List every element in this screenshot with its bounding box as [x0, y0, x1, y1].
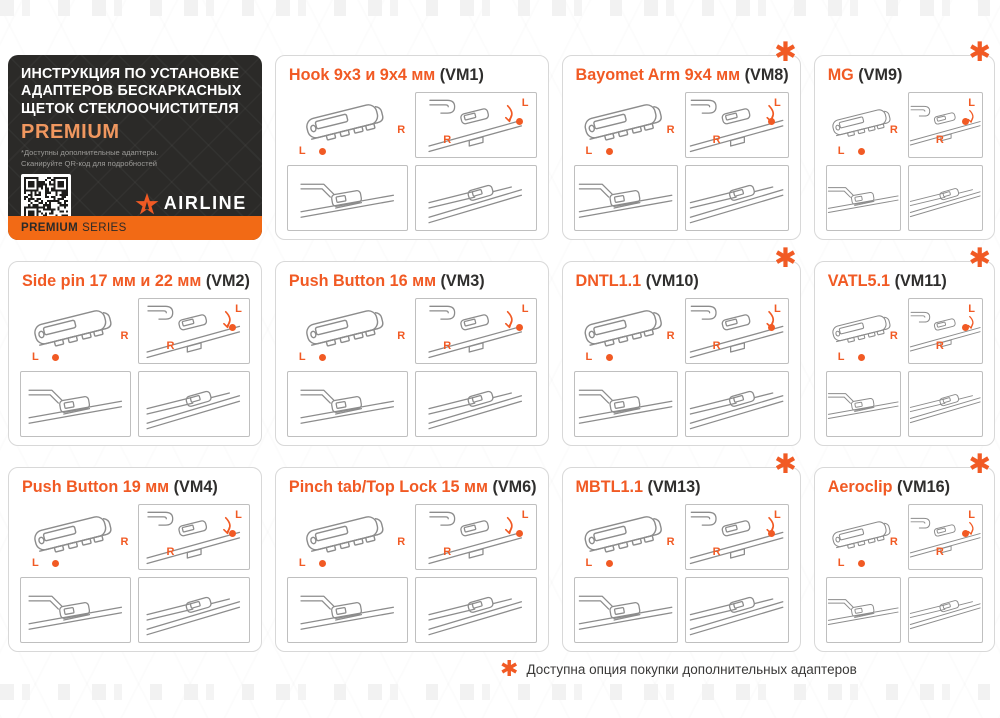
left-marker-dot [229, 324, 236, 331]
left-marker-dot [516, 530, 523, 537]
adapter-card-vm16 [814, 449, 995, 652]
installed-blade-drawing [685, 577, 789, 643]
instruction-panels [826, 92, 983, 231]
instruction-title-line3: ЩЕТОК СТЕКЛООЧИСТИТЕЛЯ [21, 100, 239, 117]
installed-blade-drawing [415, 165, 536, 231]
adapter-card-vm8 [562, 37, 801, 240]
installed-blade-drawing [908, 371, 983, 437]
adapter-card-title [828, 478, 983, 497]
left-side-label: L [521, 509, 529, 521]
arm-attachment-drawing [685, 504, 789, 570]
left-side-label: L [298, 145, 306, 157]
adapter-name: VATL5.1 [827, 272, 895, 290]
left-marker-dot [319, 354, 326, 361]
asterisk-badge: ✱ [968, 449, 991, 479]
left-side-label: L [837, 145, 845, 157]
top-watermark-pattern [0, 0, 1000, 16]
footnote [500, 658, 857, 680]
left-marker-dot [606, 354, 613, 361]
left-marker-dot [768, 530, 775, 537]
right-side-label: R [889, 536, 898, 548]
adapter-card-vm10 [562, 243, 801, 446]
left-side-label: L [32, 557, 39, 569]
adapter-card-vm11 [814, 243, 995, 446]
mounting-step-drawing [287, 371, 408, 437]
mounting-step-drawing [826, 165, 901, 231]
left-side-label: L [298, 557, 306, 569]
right-side-label: R [120, 536, 129, 548]
adapter-name: MBTL1.1 [575, 478, 648, 496]
left-side-label: L [235, 509, 242, 521]
adapter-card-title [289, 478, 537, 497]
right-side-label: R [712, 134, 721, 146]
left-marker-dot [606, 560, 613, 567]
right-side-label: R [666, 330, 675, 342]
installed-blade-drawing [908, 165, 983, 231]
adapter-card-vm3 [275, 261, 549, 446]
premium-subtitle: PREMIUM [21, 121, 120, 144]
left-marker-dot [516, 324, 523, 331]
left-side-label: L [773, 509, 781, 521]
left-side-label: L [968, 509, 975, 521]
instruction-panels [574, 504, 789, 643]
left-marker-dot [606, 148, 613, 155]
installed-blade-drawing [685, 371, 789, 437]
adapter-overview-drawing [20, 298, 131, 364]
instruction-panels [574, 92, 789, 231]
adapter-code: (VM6) [492, 478, 537, 496]
adapter-card-title [289, 272, 537, 291]
installed-blade-drawing [138, 371, 249, 437]
left-side-label: L [585, 557, 593, 569]
adapter-card-title [576, 66, 789, 85]
adapter-code: (VM3) [440, 272, 485, 290]
adapter-name: Aeroclip [827, 478, 897, 496]
right-side-label: R [166, 340, 175, 352]
left-side-label: L [521, 97, 529, 109]
right-side-label: R [712, 340, 721, 352]
left-side-label: L [968, 97, 975, 109]
adapter-overview-drawing [574, 504, 678, 570]
adapter-name: MG [827, 66, 859, 84]
mounting-step-drawing [574, 577, 678, 643]
adapter-name: DNTL1.1 [575, 272, 646, 290]
adapter-code: (VM13) [647, 478, 701, 496]
adapter-overview-drawing [574, 92, 678, 158]
left-marker-dot [229, 530, 236, 537]
left-marker-dot [768, 118, 775, 125]
instruction-title-line1: ИНСТРУКЦИЯ ПО УСТАНОВКЕ [21, 66, 240, 82]
right-side-label: R [120, 330, 129, 342]
right-side-label: R [889, 330, 898, 342]
airline-star-icon [135, 192, 159, 216]
adapter-name: Bayomet Arm 9x4 мм [575, 66, 745, 84]
adapter-code: (VM1) [439, 66, 484, 84]
adapter-name: Hook 9x3 и 9x4 мм [288, 66, 440, 84]
instruction-panels [20, 504, 250, 643]
asterisk-badge: ✱ [968, 37, 991, 67]
left-marker-dot [962, 530, 969, 537]
adapter-card-vm2 [8, 261, 262, 446]
instruction-title [21, 66, 249, 118]
adapter-card-vm6 [275, 467, 549, 652]
adapter-card-vm1 [275, 55, 549, 240]
arm-attachment-drawing [685, 298, 789, 364]
right-side-label: R [443, 134, 452, 146]
adapter-code: (VM11) [894, 272, 947, 290]
left-side-label: L [773, 97, 781, 109]
adapter-name: Pinch tab/Top Lock 15 мм [288, 478, 493, 496]
mounting-step-drawing [287, 577, 408, 643]
adapter-overview-drawing [826, 504, 901, 570]
arm-attachment-drawing [415, 92, 536, 158]
right-side-label: R [397, 536, 406, 548]
left-marker-dot [319, 148, 326, 155]
adapter-card-title [576, 478, 789, 497]
instruction-panels [20, 298, 250, 437]
asterisk-badge: ✱ [968, 243, 991, 273]
premium-series-bar [8, 216, 262, 240]
asterisk-icon: ✱ [500, 656, 519, 681]
adapter-card-title [828, 272, 983, 291]
arm-attachment-drawing [138, 298, 249, 364]
instruction-panels [826, 298, 983, 437]
adapter-card-vm9 [814, 37, 995, 240]
brand-name: AIRLINE [163, 193, 247, 214]
adapter-name: Push Button 16 мм [288, 272, 441, 290]
installed-blade-drawing [138, 577, 249, 643]
adapter-code: (VM4) [173, 478, 218, 496]
adapter-code: (VM9) [858, 66, 903, 84]
left-side-label: L [298, 351, 306, 363]
instruction-panels [826, 504, 983, 643]
mounting-step-drawing [574, 165, 678, 231]
adapter-card-title [289, 66, 537, 85]
asterisk-badge: ✱ [774, 37, 797, 67]
instruction-panels [287, 92, 537, 231]
installed-blade-drawing [415, 577, 536, 643]
left-marker-dot [858, 148, 865, 155]
adapter-overview-drawing [20, 504, 131, 570]
arm-attachment-drawing [415, 504, 536, 570]
mounting-step-drawing [287, 165, 408, 231]
series-bar-premium: PREMIUM [21, 222, 79, 234]
arm-attachment-drawing [415, 298, 536, 364]
left-side-label: L [837, 557, 845, 569]
installed-blade-drawing [415, 371, 536, 437]
mounting-step-drawing [20, 371, 131, 437]
right-side-label: R [935, 546, 944, 558]
left-marker-dot [52, 354, 59, 361]
right-side-label: R [443, 340, 452, 352]
adapter-overview-drawing [574, 298, 678, 364]
left-side-label: L [837, 351, 845, 363]
mounting-step-drawing [826, 577, 901, 643]
left-marker-dot [516, 118, 523, 125]
asterisk-badge: ✱ [774, 449, 797, 479]
left-marker-dot [768, 324, 775, 331]
left-side-label: L [585, 351, 593, 363]
left-marker-dot [962, 324, 969, 331]
qr-note [21, 148, 249, 169]
instruction-panels [574, 298, 789, 437]
instruction-panels [287, 298, 537, 437]
left-marker-dot [962, 118, 969, 125]
right-side-label: R [666, 536, 675, 548]
adapter-code: (VM10) [645, 272, 699, 290]
arm-attachment-drawing [908, 504, 983, 570]
right-side-label: R [443, 546, 452, 558]
installed-blade-drawing [908, 577, 983, 643]
adapter-card-title [22, 478, 250, 497]
left-marker-dot [858, 354, 865, 361]
left-marker-dot [319, 560, 326, 567]
adapter-overview-drawing [826, 92, 901, 158]
instruction-panels [287, 504, 537, 643]
right-side-label: R [666, 124, 675, 136]
adapter-code: (VM16) [896, 478, 951, 496]
footnote-text: Доступна опция покупки дополнительных адаптеров [526, 661, 857, 677]
arm-attachment-drawing [908, 298, 983, 364]
right-side-label: R [935, 134, 944, 146]
adapter-card-title [576, 272, 789, 291]
bottom-watermark-pattern [0, 684, 1000, 700]
adapter-card-title [22, 272, 250, 291]
left-side-label: L [235, 303, 242, 315]
adapter-overview-drawing [287, 92, 408, 158]
adapter-overview-drawing [287, 298, 408, 364]
adapter-card-vm4 [8, 467, 262, 652]
adapter-code: (VM8) [744, 66, 789, 84]
adapter-name: Push Button 19 мм [22, 478, 174, 496]
adapter-name: Side pin 17 мм и 22 мм [22, 272, 206, 290]
left-side-label: L [968, 303, 975, 315]
mounting-step-drawing [826, 371, 901, 437]
arm-attachment-drawing [685, 92, 789, 158]
cards-grid [8, 37, 995, 652]
adapter-overview-drawing [287, 504, 408, 570]
mounting-step-drawing [20, 577, 131, 643]
adapter-overview-drawing [826, 298, 901, 364]
left-marker-dot [52, 560, 59, 567]
mounting-step-drawing [574, 371, 678, 437]
brand-info-card [8, 55, 262, 240]
left-side-label: L [521, 303, 529, 315]
right-side-label: R [712, 546, 721, 558]
qr-note-line1: *Доступны дополнительные адаптеры. [21, 148, 159, 158]
instruction-title-line2: АДАПТЕРОВ БЕСКАРКАСНЫХ [21, 83, 242, 100]
asterisk-badge: ✱ [774, 243, 797, 273]
right-side-label: R [166, 546, 175, 558]
adapter-code: (VM2) [205, 272, 250, 290]
right-side-label: R [889, 124, 898, 136]
airline-logo [135, 192, 247, 216]
series-bar-series: SERIES [82, 222, 127, 234]
arm-attachment-drawing [138, 504, 249, 570]
left-side-label: L [773, 303, 781, 315]
qr-note-line2: Сканируйте QR-код для подробностей [21, 158, 158, 168]
installed-blade-drawing [685, 165, 789, 231]
right-side-label: R [935, 340, 944, 352]
right-side-label: R [397, 330, 406, 342]
arm-attachment-drawing [908, 92, 983, 158]
right-side-label: R [397, 124, 406, 136]
left-side-label: L [585, 145, 593, 157]
adapter-card-title [828, 66, 983, 85]
adapter-card-vm13 [562, 449, 801, 652]
left-side-label: L [32, 351, 39, 363]
left-marker-dot [858, 560, 865, 567]
